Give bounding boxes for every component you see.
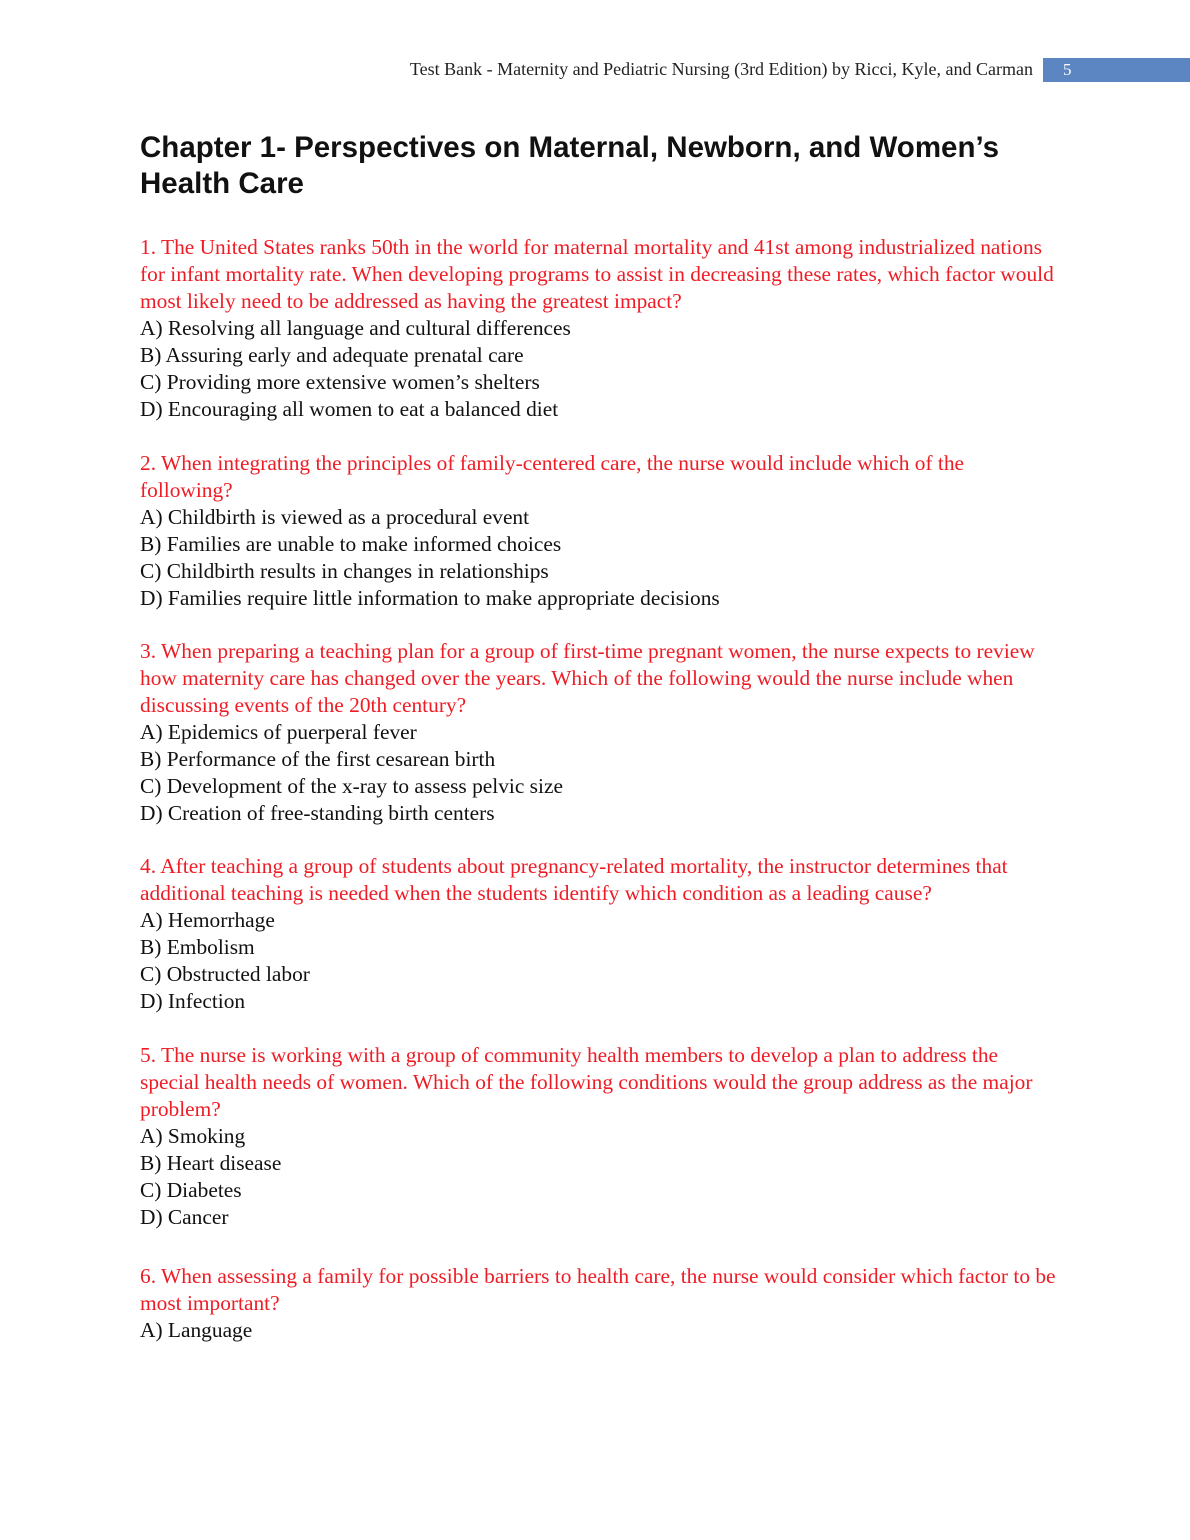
question-4 bbox=[140, 853, 1060, 1015]
answer-option: D) Creation of free-standing birth centers bbox=[140, 801, 495, 825]
running-header bbox=[0, 58, 1190, 82]
answer-option: D) Infection bbox=[140, 989, 246, 1013]
answer-option: D) Families require little information to make appropriate decisions bbox=[140, 586, 720, 610]
question-3 bbox=[140, 638, 1060, 827]
answer-option: B) Heart disease bbox=[140, 1151, 282, 1175]
answer-option: C) Obstructed labor bbox=[140, 962, 310, 986]
answer-option: C) Providing more extensive women’s shelters bbox=[140, 370, 540, 394]
answer-option: D) Encouraging all women to eat a balanced diet bbox=[140, 397, 559, 421]
answer-option: C) Childbirth results in changes in relationships bbox=[140, 559, 549, 583]
answer-option: B) Embolism bbox=[140, 935, 255, 959]
question-text: 2. When integrating the principles of family-centered care, the nurse would include which of the following? bbox=[140, 451, 965, 502]
question-text: 1. The United States ranks 50th in the world for maternal mortality and 41st among industrialized nations for infant mortality rate. When developing programs to assist in decreasing these rates, which factor would most likely need to be addressed as having the greatest impact? bbox=[140, 235, 1054, 313]
answer-option: A) Epidemics of puerperal fever bbox=[140, 720, 417, 744]
answer-option: B) Performance of the first cesarean birth bbox=[140, 747, 496, 771]
question-text: 4. After teaching a group of students about pregnancy-related mortality, the instructor determines that additional teaching is needed when the students identify which condition as a leading cause? bbox=[140, 854, 1008, 905]
question-text: 3. When preparing a teaching plan for a group of first-time pregnant women, the nurse expects to review how maternity care has changed over the years. Which of the following would the nurse include when discussing events of the 20th century? bbox=[140, 639, 1035, 717]
answer-option: A) Childbirth is viewed as a procedural event bbox=[140, 505, 530, 529]
answer-option: C) Development of the x-ray to assess pelvic size bbox=[140, 774, 563, 798]
answer-option: A) Hemorrhage bbox=[140, 908, 275, 932]
question-1 bbox=[140, 234, 1060, 423]
answer-option: B) Assuring early and adequate prenatal care bbox=[140, 343, 524, 367]
chapter-title: Chapter 1- Perspectives on Maternal, Newborn, and Women’s Health Care bbox=[140, 131, 999, 200]
question-6 bbox=[140, 1263, 1060, 1344]
answer-option: A) Resolving all language and cultural differences bbox=[140, 316, 571, 340]
question-text: 6. When assessing a family for possible barriers to health care, the nurse would consider which factor to be most important? bbox=[140, 1264, 1056, 1315]
answer-option: D) Cancer bbox=[140, 1205, 229, 1229]
question-5 bbox=[140, 1042, 1060, 1231]
question-text: 5. The nurse is working with a group of community health members to develop a plan to address the special health needs of women. Which of the following conditions would the group address as the major problem? bbox=[140, 1043, 1033, 1121]
question-list bbox=[140, 234, 1060, 1344]
answer-option: C) Diabetes bbox=[140, 1178, 242, 1202]
question-2 bbox=[140, 450, 1060, 612]
answer-option: A) Smoking bbox=[140, 1124, 246, 1148]
running-title: Test Bank - Maternity and Pediatric Nursing (3rd Edition) by Ricci, Kyle, and Carman bbox=[409, 59, 1033, 79]
answer-option: A) Language bbox=[140, 1318, 253, 1342]
answer-option: B) Families are unable to make informed choices bbox=[140, 532, 562, 556]
page-number-badge: 5 bbox=[1043, 58, 1190, 82]
